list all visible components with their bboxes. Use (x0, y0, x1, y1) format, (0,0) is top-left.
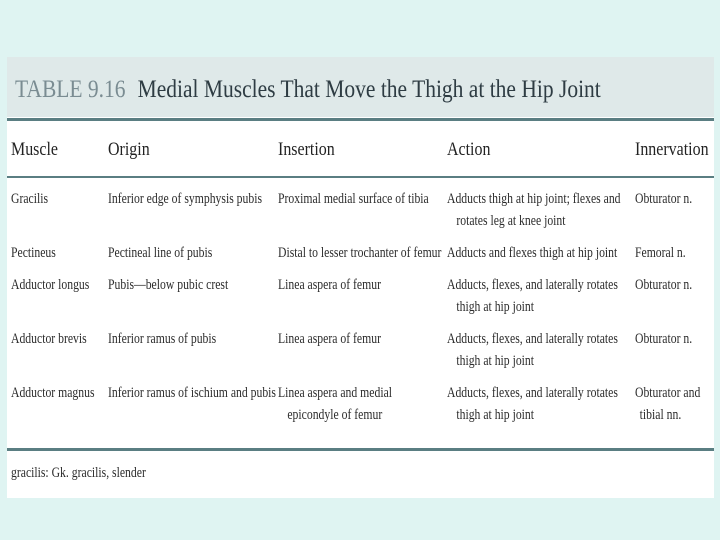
cell-muscle: Adductor longus (11, 277, 90, 293)
cell-action-line-1: Adducts, flexes, and laterally rotates (447, 331, 618, 347)
table-number: TABLE 9.16 (15, 76, 126, 103)
cell-insertion: Linea aspera of femur (278, 331, 381, 347)
cell-innervation-line-1: Obturator and (635, 385, 701, 401)
cell-action (447, 328, 618, 372)
cell-origin: Inferior ramus of ischium and pubis (108, 385, 276, 401)
header-origin: Origin (108, 139, 150, 160)
header-action: Action (447, 139, 491, 160)
cell-action: Adducts and flexes thigh at hip joint (447, 245, 618, 261)
cell-origin: Pubis—below pubic crest (108, 277, 229, 293)
cell-muscle: Gracilis (11, 191, 49, 207)
cell-insertion (278, 382, 392, 426)
cell-insertion: Proximal medial surface of tibia (278, 191, 429, 207)
cell-innervation: Obturator n. (635, 191, 693, 207)
cell-insertion: Linea aspera of femur (278, 277, 381, 293)
table-title-text: Medial Muscles That Move the Thigh at the Hip Joint (137, 76, 601, 103)
header-innervation: Innervation (635, 139, 709, 160)
bottom-rule (7, 448, 714, 451)
cell-insertion-line-1: Linea aspera and medial (278, 385, 393, 401)
cell-insertion: Distal to lesser trochanter of femur (278, 245, 442, 261)
cell-action-line-2: rotates leg at knee joint (456, 213, 566, 229)
cell-innervation (635, 382, 700, 426)
table-footnote: gracilis: Gk. gracilis, slender (11, 465, 146, 481)
cell-origin: Inferior edge of symphysis pubis (108, 191, 263, 207)
header-rule (7, 176, 714, 178)
header-muscle: Muscle (11, 139, 58, 160)
table-title (15, 75, 601, 105)
cell-action-line-1: Adducts, flexes, and laterally rotates (447, 277, 618, 293)
cell-action-line-1: Adducts thigh at hip joint; flexes and (447, 191, 621, 207)
cell-muscle: Adductor brevis (11, 331, 87, 347)
table-card (7, 57, 714, 498)
cell-muscle: Adductor magnus (11, 385, 95, 401)
cell-innervation: Obturator n. (635, 331, 693, 347)
cell-origin: Pectineal line of pubis (108, 245, 213, 261)
cell-action-line-2: thigh at hip joint (456, 407, 535, 423)
cell-innervation-line-2: tibial nn. (639, 407, 682, 423)
cell-action-line-1: Adducts, flexes, and laterally rotates (447, 385, 618, 401)
cell-action (447, 382, 618, 426)
cell-origin: Inferior ramus of pubis (108, 331, 217, 347)
cell-action (447, 274, 618, 318)
header-insertion: Insertion (278, 139, 335, 160)
cell-innervation: Obturator n. (635, 277, 693, 293)
cell-action-line-2: thigh at hip joint (456, 353, 535, 369)
cell-action-line-2: thigh at hip joint (456, 299, 535, 315)
cell-innervation: Femoral n. (635, 245, 686, 261)
cell-muscle: Pectineus (11, 245, 56, 261)
table-title-band (7, 57, 714, 117)
cell-action (447, 188, 621, 232)
top-rule (7, 118, 714, 121)
cell-insertion-line-2: epicondyle of femur (287, 407, 383, 423)
